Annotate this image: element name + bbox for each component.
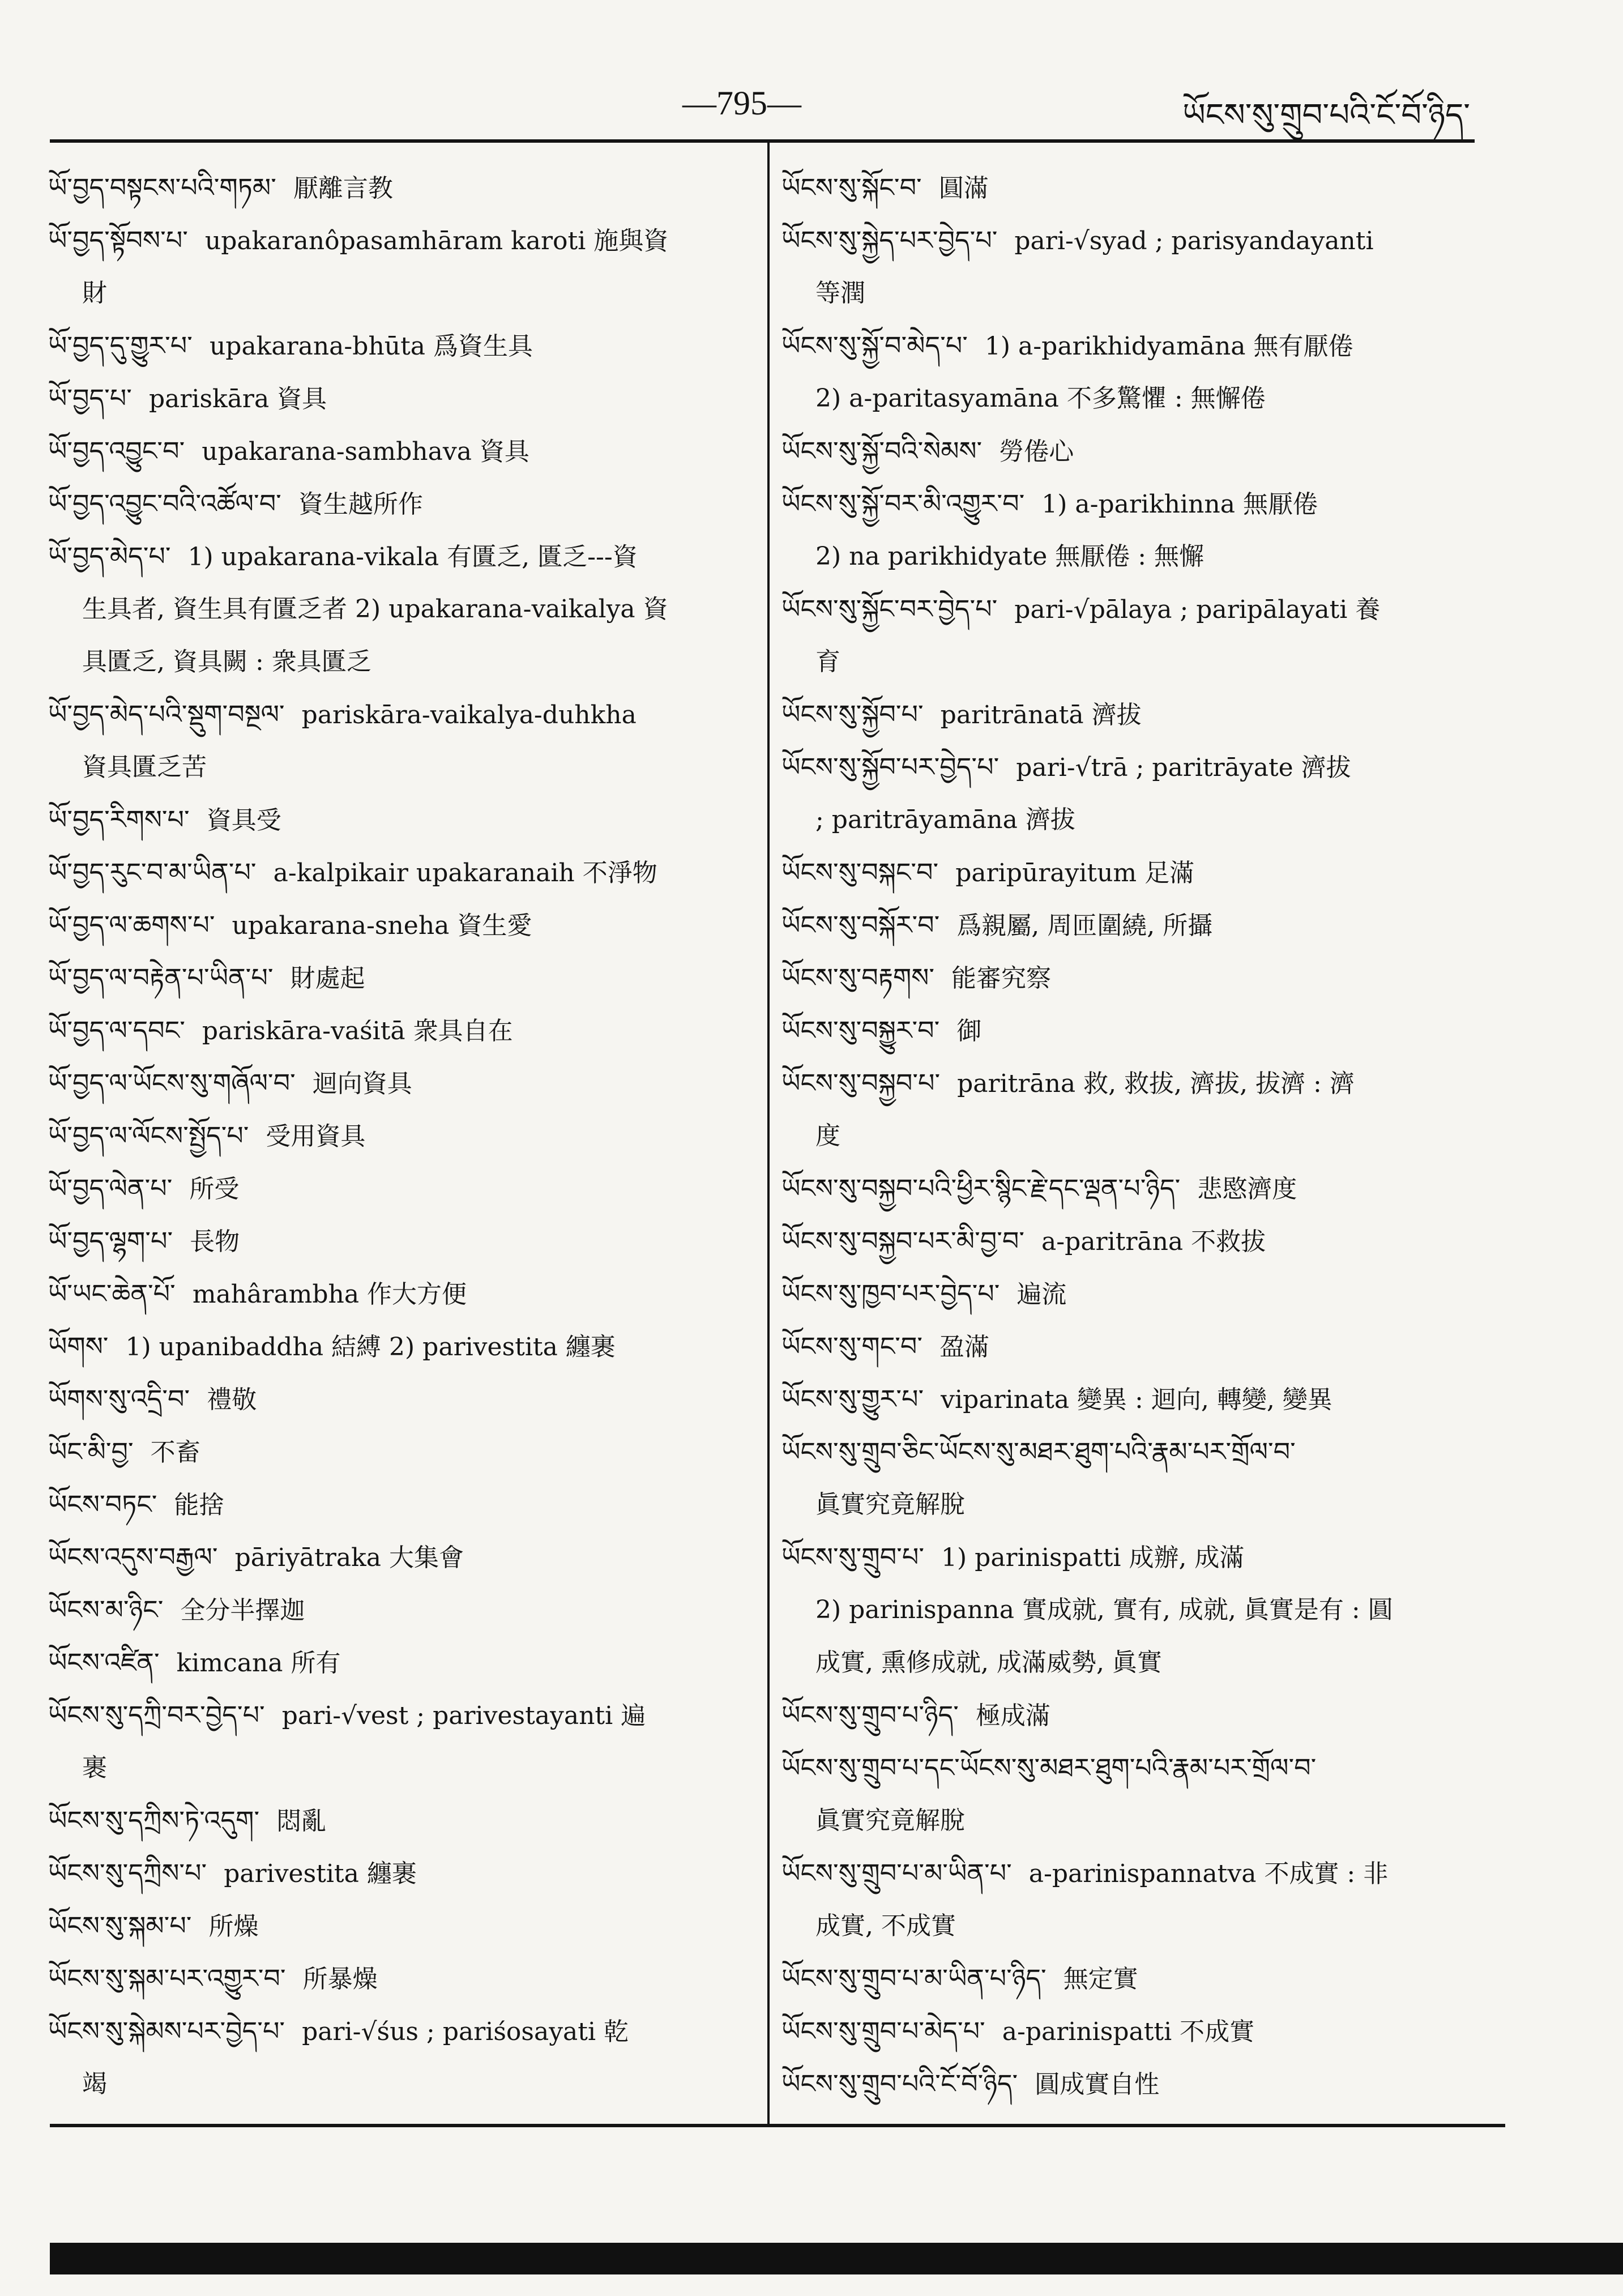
entry-definition: 1) a-parikhinna 無厭倦	[1041, 490, 1318, 519]
dictionary-entry	[48, 1952, 716, 2005]
entry-definition: 御	[956, 1017, 982, 1045]
dictionary-entry	[781, 319, 1484, 372]
entry-definition: a-paritrāna 不救拔	[1041, 1227, 1266, 1256]
entry-definition: paritrāna 救, 救拔, 濟拔, 拔濟 : 濟	[957, 1069, 1355, 1098]
tibetan-headword: ཡོངས་སུ་སྐྱོ་བར་མི་འགྱུར་བ་	[781, 488, 1025, 519]
tibetan-headword: ཡོངས་སུ་གང་བ་	[781, 1331, 923, 1362]
entry-definition: pari-√śus ; pariśosayati 乾	[302, 2017, 629, 2046]
dictionary-entry	[781, 1320, 1484, 1373]
tibetan-headword: ཡོངས་སུ་བརྟགས་	[781, 962, 935, 993]
entry-continuation	[781, 1478, 1484, 1531]
dictionary-entry	[48, 1900, 716, 1952]
entry-definition: pāriyātraka 大集會	[234, 1543, 464, 1572]
entry-definition: 成實, 不成實	[815, 1911, 956, 1940]
tibetan-headword: ཡོངས་སུ་ཁྱབ་པར་བྱེད་པ་	[781, 1278, 1000, 1309]
tibetan-headword: ཡོངས་སུ་བསྐྱབ་པ་	[781, 1068, 941, 1098]
dictionary-entry	[48, 1584, 716, 1636]
dictionary-entry	[48, 1057, 716, 1109]
entry-definition: 爲親屬, 周匝圍繞, 所攝	[956, 911, 1213, 940]
entry-definition: 悶亂	[276, 1807, 327, 1836]
entry-definition: 育	[815, 647, 840, 676]
dictionary-entry	[48, 1109, 716, 1162]
dictionary-entry	[781, 688, 1484, 741]
dictionary-entry	[781, 1268, 1484, 1320]
dictionary-entry	[781, 741, 1484, 793]
entry-definition: 圓成實自性	[1035, 2070, 1160, 2099]
bottom-rule	[50, 2124, 1505, 2127]
entry-definition: 1) upanibaddha 結縛 2) parivestita 纏裹	[125, 1333, 616, 1362]
dictionary-entry	[48, 1215, 716, 1268]
entry-continuation	[48, 2058, 716, 2110]
dictionary-entry	[48, 1478, 716, 1531]
dictionary-entry	[48, 793, 716, 846]
dictionary-entry	[781, 583, 1484, 635]
dictionary-entry	[48, 1426, 716, 1478]
running-head: ཡོངས་སུ་གྲུབ་པའི་ངོ་བོ་ཉིད་	[1182, 97, 1470, 134]
dictionary-entry	[781, 1004, 1484, 1057]
tibetan-headword: ཡོ་བྱད་སྟོབས་པ་	[48, 225, 188, 255]
entry-continuation	[781, 1636, 1484, 1689]
dictionary-entry	[48, 1794, 716, 1847]
entry-definition: 所暴燥	[302, 1965, 378, 1994]
top-rule	[50, 139, 1475, 143]
entry-definition: 財處起	[290, 964, 365, 993]
tibetan-headword: ཡོ་བྱད་ལ་ལོངས་སྤྱོད་པ་	[48, 1120, 249, 1151]
entry-definition: 裹	[82, 1753, 107, 1782]
tibetan-headword: ཡོ་བྱད་ལྷག་པ་	[48, 1226, 173, 1256]
dictionary-entry	[781, 951, 1484, 1004]
entry-continuation	[781, 635, 1484, 688]
dictionary-entry	[48, 477, 716, 530]
tibetan-headword: ཡོངས་བཏང་	[48, 1489, 157, 1520]
entry-definition: mahârambha 作大方便	[192, 1280, 467, 1309]
tibetan-headword: ཡོ་བྱད་མེད་པའི་སྡུག་བསྔལ་	[48, 699, 285, 729]
tibetan-headword: ཡོངས་སུ་དཀྲིས་པ་	[48, 1858, 207, 1888]
entry-definition: kimcana 所有	[176, 1649, 341, 1678]
entry-definition: 盈滿	[939, 1333, 990, 1362]
entry-continuation	[48, 635, 716, 688]
dictionary-entry	[48, 1847, 716, 1900]
dictionary-entry	[48, 214, 716, 267]
tibetan-headword: ཡོངས་སུ་བསྐྱུར་བ་	[781, 1015, 940, 1045]
dictionary-entry	[48, 425, 716, 477]
dictionary-entry	[48, 319, 716, 372]
tibetan-headword: ཡོངས་སུ་སྐམ་པར་འགྱུར་བ་	[48, 1963, 286, 1994]
tibetan-headword: ཡོང་མི་བྱ་	[48, 1436, 134, 1467]
entry-definition: 悲愍濟度	[1197, 1175, 1297, 1204]
entry-continuation	[781, 530, 1484, 583]
dictionary-entry	[781, 2005, 1484, 2058]
entry-definition: pariskāra-vaikalya-duhkha	[301, 701, 637, 729]
tibetan-headword: ཡོངས་སུ་སྐྱེད་པར་བྱེད་པ་	[781, 225, 998, 255]
entry-definition: upakarana-sneha 資生愛	[232, 911, 532, 940]
tibetan-headword: ཡོ་བྱད་མེད་པ་	[48, 541, 171, 571]
dictionary-entry	[48, 1320, 716, 1373]
dictionary-entry	[48, 899, 716, 951]
dictionary-entry	[781, 846, 1484, 899]
entry-definition: paripūrayitum 足滿	[955, 859, 1195, 887]
dictionary-entry	[48, 688, 716, 741]
tibetan-headword: ཡོངས་སུ་གྲུབ་པ་མེད་པ་	[781, 2016, 985, 2046]
entry-definition: 厭離言教	[293, 174, 393, 203]
tibetan-headword: ཡོངས་སུ་གྲུབ་པའི་ངོ་བོ་ཉིད་	[781, 2068, 1018, 2099]
dictionary-entry	[781, 425, 1484, 477]
tibetan-headword: ཡོངས་སུ་དཀྲིས་ཏེ་འདུག་	[48, 1805, 260, 1836]
dictionary-entry	[781, 1531, 1484, 1584]
entry-definition: 所受	[189, 1175, 240, 1204]
entry-definition: paritrānatā 濟拔	[940, 701, 1142, 729]
dictionary-entry	[48, 1373, 716, 1426]
page-number: —795—	[682, 84, 801, 122]
tibetan-headword: ཡོངས་སུ་གྲུབ་པ་དང་ཡོངས་སུ་མཐར་ཐུག་པའི་རྣམ་པར་གྲོལ་བ་	[781, 1752, 1317, 1783]
dictionary-entry	[781, 2058, 1484, 2110]
entry-definition: ; paritrāyamāna 濟拔	[815, 805, 1075, 834]
tibetan-headword: ཡོངས་སུ་གྲུབ་ཅིང་ཡོངས་སུ་མཐར་ཐུག་པའི་རྣམ་པར་གྲོལ་བ་	[781, 1436, 1296, 1467]
entry-definition: pari-√pālaya ; paripālayati 養	[1014, 595, 1381, 624]
dictionary-entry	[781, 1215, 1484, 1268]
tibetan-headword: ཡོངས་སུ་གྲུབ་པ་མ་ཡིན་པ་ཉིད་	[781, 1963, 1047, 1994]
dictionary-entry	[48, 161, 716, 214]
dictionary-entry	[781, 1952, 1484, 2005]
tibetan-headword: ཡོངས་སུ་གྲུབ་པ་མ་ཡིན་པ་	[781, 1858, 1012, 1888]
tibetan-headword: ཡོ་བྱད་བསྟངས་པའི་གཏམ་	[48, 172, 276, 203]
dictionary-entry	[781, 1162, 1484, 1215]
dictionary-entry	[48, 1689, 716, 1742]
entry-definition: 財	[82, 279, 107, 308]
dictionary-entry	[781, 161, 1484, 214]
tibetan-headword: ཡོངས་སུ་སྐྱོ་བ་མེད་པ་	[781, 330, 968, 361]
dictionary-entry	[48, 951, 716, 1004]
entry-continuation	[781, 1900, 1484, 1952]
entry-definition: 受用資具	[266, 1122, 366, 1151]
entry-definition: a-parinispannatva 不成實 : 非	[1028, 1859, 1389, 1888]
entry-definition: viparinata 變異 : 迴向, 轉變, 變異	[941, 1385, 1332, 1414]
entry-definition: pariskāra-vaśitā 衆具自在	[202, 1017, 513, 1045]
tibetan-headword: ཡོངས་སུ་བསྐོར་བ་	[781, 910, 940, 940]
tibetan-headword: ཡོངས་སུ་སྐྱོ་བའི་སེམས་	[781, 436, 983, 466]
tibetan-headword: ཡོ་བྱད་ལ་ཡོངས་སུ་གཞོལ་བ་	[48, 1068, 296, 1098]
dictionary-entry	[48, 2005, 716, 2058]
tibetan-headword: ཡོངས་སུ་སྐྱོབ་པ་	[781, 699, 924, 729]
dictionary-entry	[781, 1057, 1484, 1109]
dictionary-entry	[781, 1426, 1484, 1478]
tibetan-headword: ཡོངས་སུ་བསྐྱབ་པའི་ཕྱིར་སྙིང་རྗེ་དང་ལྡན་པ་ཉིད་	[781, 1173, 1181, 1204]
tibetan-headword: ཡོ་བྱད་འབྱུང་བའི་འཚོལ་བ་	[48, 488, 281, 519]
entry-definition: 遍流	[1016, 1280, 1067, 1309]
entry-definition: 1) upakarana-vikala 有匱乏, 匱乏---資	[187, 543, 638, 571]
tibetan-headword: ཡོ་བྱད་རུང་བ་མ་ཡིན་པ་	[48, 857, 257, 887]
entry-definition: 1) parinispatti 成辦, 成滿	[941, 1543, 1245, 1572]
tibetan-headword: ཡོངས་སུ་གྲུབ་པ་	[781, 1542, 924, 1572]
left-column	[48, 161, 716, 2110]
entry-definition: 眞實究竟解脫	[815, 1490, 965, 1519]
entry-continuation	[781, 1794, 1484, 1847]
tibetan-headword: ཡོངས་མ་ཉིང་	[48, 1594, 164, 1625]
dictionary-entry	[781, 1689, 1484, 1742]
entry-definition: pariskāra 資具	[148, 385, 327, 413]
right-column	[781, 161, 1484, 2110]
entry-definition: 具匱乏, 資具闕 : 衆具匱乏	[82, 647, 371, 676]
entry-definition: 禮敬	[207, 1385, 257, 1414]
tibetan-headword: ཡོ་བྱད་ལ་ཆགས་པ་	[48, 910, 215, 940]
tibetan-headword: ཡོངས་སུ་སྐེམས་པར་བྱེད་པ་	[48, 2016, 285, 2046]
tibetan-headword: ཡོ་བྱད་དུ་གྱུར་པ་	[48, 330, 193, 361]
entry-definition: 全分半擇迦	[180, 1596, 305, 1625]
tibetan-headword: ཡོངས་སུ་སྐྱོབ་པར་བྱེད་པ་	[781, 752, 1000, 782]
entry-definition: 2) a-paritasyamāna 不多驚懼 : 無懈倦	[815, 384, 1266, 413]
tibetan-headword: ཡོ་བྱད་པ་	[48, 383, 132, 413]
entry-definition: pari-√syad ; parisyandayanti	[1014, 227, 1374, 255]
tibetan-headword: ཡོངས་སུ་བསྐྱབ་པར་མི་བྱ་བ་	[781, 1226, 1025, 1256]
dictionary-entry	[48, 1268, 716, 1320]
dictionary-entry	[781, 477, 1484, 530]
entry-definition: 1) a-parikhidyamāna 無有厭倦	[984, 332, 1353, 361]
tibetan-headword: ཡོ་བྱད་ལ་དབང་	[48, 1015, 185, 1045]
entry-definition: 無定實	[1063, 1965, 1138, 1994]
entry-definition: 眞實究竟解脫	[815, 1806, 965, 1835]
entry-definition: 勞倦心	[999, 437, 1074, 466]
entry-definition: upakaranôpasamhāram karoti 施與資	[204, 227, 669, 255]
tibetan-headword: ཡོངས་སུ་གྲུབ་པ་ཉིད་	[781, 1700, 959, 1730]
dictionary-entry	[781, 214, 1484, 267]
entry-definition: 不畜	[150, 1438, 200, 1467]
dictionary-entry	[48, 1531, 716, 1584]
entry-definition: 長物	[190, 1227, 240, 1256]
entry-continuation	[781, 1109, 1484, 1162]
entry-definition: upakarana-bhūta 爲資生具	[209, 332, 533, 361]
entry-continuation	[781, 372, 1484, 425]
scan-edge-band	[50, 2243, 1623, 2274]
entry-definition: pari-√vest ; parivestayanti 遍	[281, 1701, 646, 1730]
entry-definition: parivestita 纏裹	[224, 1859, 417, 1888]
entry-definition: 極成滿	[975, 1701, 1050, 1730]
dictionary-entry	[48, 1162, 716, 1215]
entry-definition: 度	[815, 1121, 840, 1150]
tibetan-headword: ཡོ་བྱད་རིགས་པ་	[48, 804, 190, 835]
tibetan-headword: ཡོ་བྱད་ལ་བརྟེན་པ་ཡིན་པ་	[48, 962, 274, 993]
tibetan-headword: ཡོངས་འདུས་བརྒྱལ་	[48, 1542, 218, 1572]
entry-continuation	[781, 793, 1484, 846]
dictionary-entry	[781, 1373, 1484, 1426]
entry-definition: 所燥	[208, 1912, 259, 1941]
tibetan-headword: ཡོ་བྱད་ལེན་པ་	[48, 1173, 173, 1204]
entry-continuation	[48, 741, 716, 793]
tibetan-headword: ཡོངས་སུ་སྐོང་བ་	[781, 172, 922, 203]
tibetan-headword: ཡོ་ཡང་ཆེན་པོ་	[48, 1278, 176, 1309]
entry-continuation	[48, 267, 716, 319]
tibetan-headword: ཡོངས་སུ་གྱུར་པ་	[781, 1384, 924, 1414]
dictionary-entry	[48, 1004, 716, 1057]
dictionary-entry	[48, 530, 716, 583]
tibetan-headword: ཡོ་བྱད་འབྱུང་བ་	[48, 436, 185, 466]
tibetan-headword: ཡོངས་སུ་སྐམ་པ་	[48, 1910, 192, 1941]
entry-definition: 等潤	[815, 279, 865, 308]
entry-definition: 資具匱乏苦	[82, 753, 207, 782]
dictionary-entry	[48, 846, 716, 899]
tibetan-headword: ཡོགས་སུ་འདྲི་བ་	[48, 1384, 190, 1414]
dictionary-entry	[48, 372, 716, 425]
entry-definition: 能審究察	[951, 964, 1052, 993]
tibetan-headword: ཡོགས་	[48, 1331, 109, 1362]
dictionary-entry	[781, 1742, 1484, 1794]
entry-definition: 生具者, 資生具有匱乏者 2) upakarana-vaikalya 資	[82, 595, 668, 624]
entry-definition: 資具受	[206, 806, 281, 835]
entry-continuation	[781, 267, 1484, 319]
dictionary-entry	[781, 899, 1484, 951]
entry-definition: upakarana-sambhava 資具	[202, 437, 529, 466]
tibetan-headword: ཡོངས་སུ་དཀྲི་བར་བྱེད་པ་	[48, 1700, 265, 1730]
entry-definition: 2) parinispanna 實成就, 實有, 成就, 眞實是有 : 圓	[815, 1595, 1393, 1624]
entry-continuation	[781, 1584, 1484, 1636]
dictionary-entry	[48, 1636, 716, 1689]
entry-definition: a-kalpikair upakaranaih 不淨物	[273, 859, 657, 887]
tibetan-headword: ཡོངས་འཛིན་	[48, 1647, 160, 1678]
tibetan-headword: ཡོངས་སུ་སྐྱོང་བར་བྱེད་པ་	[781, 594, 998, 624]
entry-definition: 圓滿	[938, 174, 989, 203]
entry-definition: pari-√trā ; paritrāyate 濟拔	[1016, 753, 1351, 782]
entry-continuation	[48, 1742, 716, 1794]
entry-definition: 迴向資具	[312, 1069, 412, 1098]
tibetan-headword: ཡོངས་སུ་བསྐང་བ་	[781, 857, 939, 887]
entry-definition: 2) na parikhidyate 無厭倦 : 無懈	[815, 542, 1205, 571]
entry-definition: 竭	[82, 2069, 107, 2098]
entry-definition: 資生越所作	[298, 490, 423, 519]
entry-continuation	[48, 583, 716, 635]
entry-definition: 能捨	[174, 1491, 224, 1520]
column-divider	[767, 143, 770, 2125]
dictionary-entry	[781, 1847, 1484, 1900]
entry-definition: 成實, 熏修成就, 成滿威勢, 眞實	[815, 1648, 1162, 1677]
entry-definition: a-parinispatti 不成實	[1002, 2017, 1255, 2046]
